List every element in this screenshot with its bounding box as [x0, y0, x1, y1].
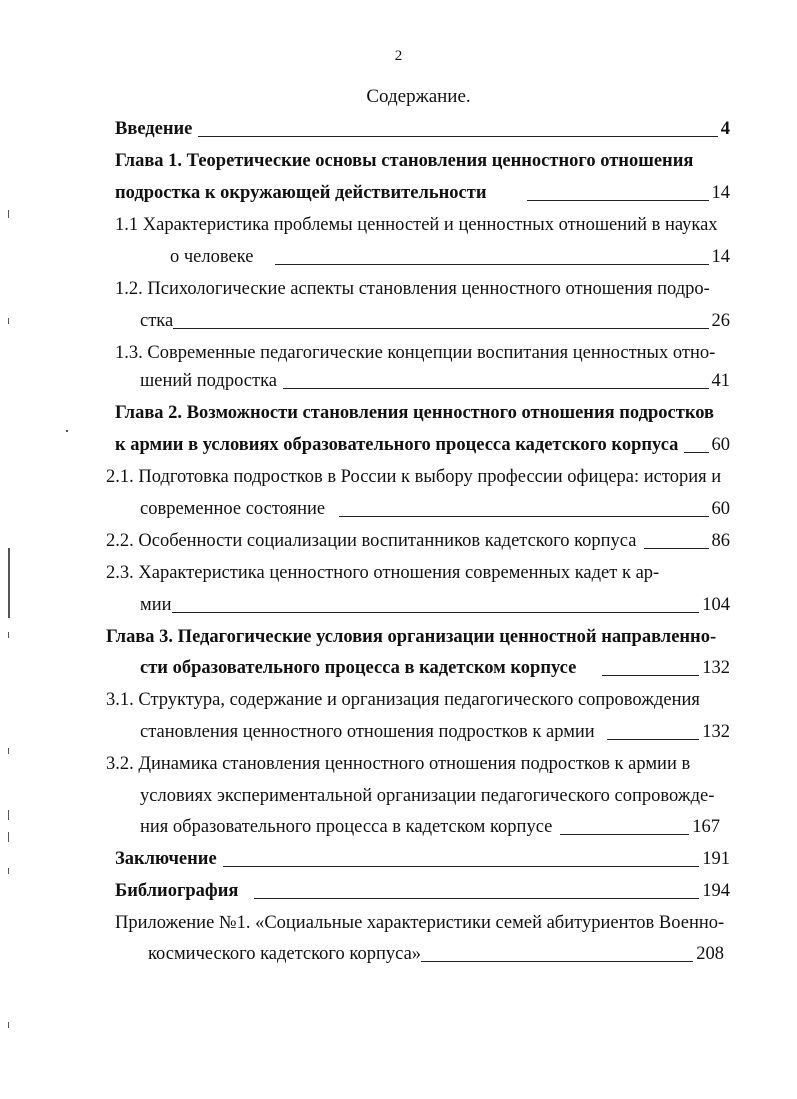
- toc-page-number: 4: [720, 119, 730, 139]
- toc-entry-label: о человеке: [170, 247, 254, 267]
- page-number: 2: [394, 48, 403, 64]
- toc-entry-label: 1.3. Современные педагогические концепции воспитания ценностных отно-: [115, 343, 716, 363]
- toc-entry-chapter-1-line1[interactable]: [115, 149, 730, 173]
- leader-line: [421, 961, 693, 962]
- leader-line: [560, 834, 689, 835]
- leader-line: [339, 516, 708, 517]
- leader-line: [644, 548, 708, 549]
- toc-page-number: 14: [711, 183, 730, 203]
- toc-title: Содержание.: [366, 86, 471, 107]
- toc-entry-label: Глава 2. Возможности становления ценностного отношения подростков: [115, 403, 715, 423]
- toc-entry-3-2-line1[interactable]: [106, 752, 730, 776]
- toc-entry-label: условиях экспериментальной организации педагогического сопровожде-: [140, 786, 715, 806]
- leader-line: [275, 264, 708, 265]
- toc-entry-chapter-2[interactable]: [115, 433, 730, 457]
- toc-page-number: 60: [711, 435, 730, 455]
- toc-entry-label: шений подростка: [140, 371, 277, 391]
- leader-line: [173, 328, 708, 329]
- toc-page-number: 26: [711, 311, 730, 331]
- toc-entry-2-1-line1[interactable]: [106, 465, 730, 489]
- leader-line: [254, 898, 699, 899]
- toc-entry-label: 3.2. Динамика становления ценностного отношения подростков к армии в: [106, 754, 691, 774]
- toc-page-number: 167: [692, 817, 720, 837]
- toc-entry-1-1-line1[interactable]: [115, 213, 730, 237]
- toc-entry-1-3-line1[interactable]: [115, 341, 730, 365]
- toc-page-number: 194: [702, 881, 730, 901]
- toc-entry-label: 3.1. Структура, содержание и организация педагогического сопровождения: [106, 690, 700, 710]
- toc-entry-label: Глава 3. Педагогические условия организации ценностной направленно-: [106, 627, 717, 647]
- toc-page-number: 132: [702, 722, 730, 742]
- toc-entry-label: Глава 1. Теоретические основы становления ценностного отношения: [115, 151, 694, 171]
- toc-entry-chapter-3-line1[interactable]: [106, 625, 730, 649]
- toc-entry-appendix[interactable]: [148, 942, 724, 966]
- leader-line: [684, 452, 708, 453]
- toc-entry-3-2[interactable]: [140, 815, 720, 839]
- toc-entry-label: Введение: [115, 119, 193, 139]
- toc-entry-2-1[interactable]: [140, 497, 730, 521]
- toc-entry-label: ния образовательного процесса в кадетском корпусе: [140, 817, 553, 837]
- toc-entry-chapter-3[interactable]: [140, 656, 730, 680]
- toc-entry-appendix-line1[interactable]: [115, 911, 730, 935]
- toc-entry-2-3[interactable]: [140, 593, 730, 617]
- leader-line: [527, 200, 709, 201]
- toc-entry-1-1[interactable]: [170, 245, 730, 269]
- toc-page-number: 208: [696, 944, 724, 964]
- toc-entry-label: 2.3. Характеристика ценностного отношения современных кадет к ар-: [106, 563, 660, 583]
- toc-entry-label: Заключение: [115, 849, 217, 869]
- toc-page-number: 191: [702, 849, 730, 869]
- leader-line: [172, 612, 700, 613]
- toc-entry-label: 2.1. Подготовка подростков в России к выбору профессии офицера: история и: [106, 467, 722, 487]
- leader-line: [283, 388, 709, 389]
- toc-page-number: 104: [702, 595, 730, 615]
- toc-entry-label: становления ценностного отношения подростков к армии: [140, 722, 595, 742]
- toc-entry-label: современное состояние: [140, 499, 326, 519]
- toc-entry-1-2[interactable]: [140, 309, 730, 333]
- toc-entry-2-2[interactable]: [106, 529, 730, 553]
- toc-entry-label: 2.2. Особенности социализации воспитанников кадетского корпуса: [106, 531, 637, 551]
- toc-entry-2-3-line1[interactable]: [106, 561, 730, 585]
- toc-entry-label: Приложение №1. «Социальные характеристики семей абитуриентов Военно-: [115, 913, 725, 933]
- toc-entry-label: к армии в условиях образовательного процесса кадетского корпуса: [115, 435, 679, 455]
- toc-page-number: 41: [711, 371, 730, 391]
- leader-line: [607, 739, 700, 740]
- leader-line: [223, 866, 700, 867]
- toc-entry-3-1-line1[interactable]: [106, 688, 730, 712]
- toc-entry-label: 1.2. Психологические аспекты становления ценностного отношения подро-: [115, 279, 710, 299]
- toc-entry-label: мии: [140, 595, 172, 615]
- toc-page-number: 86: [711, 531, 730, 551]
- leader-line: [198, 136, 717, 137]
- toc-entry-label: подростка к окружающей действительности: [115, 183, 487, 203]
- toc-page-number: 132: [702, 658, 730, 678]
- toc-entry-3-2-line2[interactable]: [140, 784, 730, 808]
- toc-entry-label: Библиография: [115, 881, 239, 901]
- toc-page-number: 60: [711, 499, 730, 519]
- toc-entry-1-3[interactable]: [140, 369, 730, 393]
- toc-entry-chapter-2-line1[interactable]: [115, 401, 730, 425]
- toc-entry-chapter-1[interactable]: [115, 181, 730, 205]
- toc-entry-label: космического кадетского корпуса»: [148, 944, 422, 964]
- toc-entry-label: стка: [140, 311, 174, 331]
- toc-entry-1-2-line1[interactable]: [115, 277, 730, 301]
- toc-page-number: 14: [711, 247, 730, 267]
- toc-entry-3-1[interactable]: [140, 720, 730, 744]
- leader-line: [602, 675, 699, 676]
- toc-entry-conclusion[interactable]: [115, 847, 730, 871]
- toc-entry-bibliography[interactable]: [115, 879, 730, 903]
- toc-entry-intro[interactable]: [115, 117, 730, 141]
- toc-entry-label: 1.1 Характеристика проблемы ценностей и ценностных отношений в науках: [115, 215, 718, 235]
- toc-entry-label: сти образовательного процесса в кадетском корпусе: [140, 658, 577, 678]
